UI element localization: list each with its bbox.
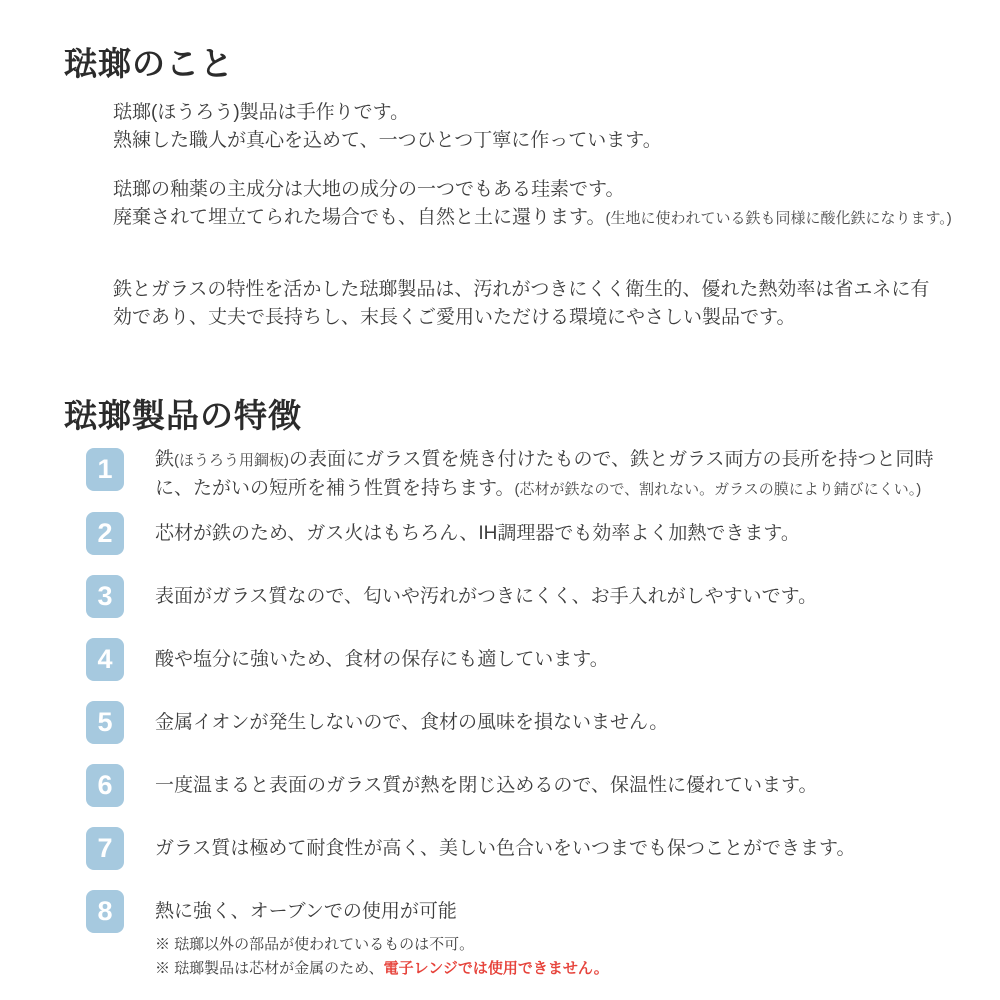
feature-number-badge: 3 <box>86 575 124 618</box>
microwave-warning-text: 電子レンジでは使用できません。 <box>383 960 609 977</box>
feature-text: ガラス質は極めて耐食性が高く、美しい色合いをいつまでも保つことができます。 <box>155 837 856 859</box>
paragraph-line <box>113 204 952 233</box>
footnotes <box>155 933 609 981</box>
paragraph-line: 熟練した職人が真心を込めて、一つひとつ丁寧に作っています。 <box>113 130 662 151</box>
footnote-text: ※ 琺瑯製品は芯材が金属のため、 <box>155 960 384 977</box>
feature-small-note: (芯材が鉄なので、割れない。ガラスの膜により錆びにくい。) <box>514 481 922 498</box>
feature-item <box>86 701 668 744</box>
paragraph-eco-friendly <box>113 276 929 332</box>
paragraph-small-note: (生地に使われている鉄も同様に酸化鉄になります。) <box>605 210 952 227</box>
feature-number-badge: 6 <box>86 764 124 807</box>
feature-number-badge: 2 <box>86 512 124 555</box>
feature-text: 芯材が鉄のため、ガス火はもちろん、IH調理器でも効率よく加熱できます。 <box>155 522 800 544</box>
feature-number-badge: 4 <box>86 638 124 681</box>
paragraph-line: 鉄とガラスの特性を活かした琺瑯製品は、汚れがつきにくく衛生的、優れた熱効率は省エネに有 <box>113 279 930 300</box>
feature-small-note: (ほうろう用鋼板) <box>174 452 290 469</box>
feature-number-badge: 8 <box>86 890 124 933</box>
section-title-features: 琺瑯製品の特徴 <box>64 397 302 435</box>
paragraph-handmade <box>113 99 662 155</box>
feature-item <box>86 764 818 807</box>
feature-item <box>86 890 457 933</box>
section-title-about-enamel: 琺瑯のこと <box>64 45 234 83</box>
footnote-line: ※ 琺瑯以外の部品が使われているものは不可。 <box>155 936 475 953</box>
paragraph-line: 効であり、丈夫で長持ちし、末長くご愛用いただける環境にやさしい製品です。 <box>113 307 796 328</box>
feature-number-badge: 7 <box>86 827 124 870</box>
feature-item <box>86 638 609 681</box>
feature-line <box>155 446 934 475</box>
feature-text: 熱に強く、オーブンでの使用が可能 <box>155 900 457 922</box>
paragraph-line: 琺瑯の釉薬の主成分は大地の成分の一つでもある珪素です。 <box>113 179 625 200</box>
paragraph-glaze <box>113 176 952 233</box>
feature-item <box>86 827 856 870</box>
paragraph-line: 琺瑯(ほうろう)製品は手作りです。 <box>113 102 410 123</box>
feature-item <box>86 448 934 504</box>
feature-item <box>86 575 817 618</box>
feature-number-badge: 1 <box>86 448 124 491</box>
feature-text-segment: に、たがいの短所を補う性質を持ちます。 <box>155 478 515 499</box>
feature-text: 表面がガラス質なので、匂いや汚れがつきにくく、お手入れがしやすいです。 <box>155 585 818 607</box>
feature-text: 一度温まると表面のガラス質が熱を閉じ込めるので、保温性に優れています。 <box>155 774 818 796</box>
feature-line <box>155 475 934 504</box>
footnote-line <box>155 957 609 981</box>
paragraph-text: 廃棄されて埋立てられた場合でも、自然と土に還ります。 <box>113 207 606 228</box>
feature-text-segment: 鉄 <box>155 449 175 470</box>
feature-item <box>86 512 800 555</box>
feature-number-badge: 5 <box>86 701 124 744</box>
feature-text-segment: の表面にガラス質を焼き付けたもので、鉄とガラス両方の長所を持つと同時 <box>289 449 934 470</box>
feature-text: 酸や塩分に強いため、食材の保存にも適しています。 <box>155 648 609 670</box>
feature-text <box>155 446 934 504</box>
feature-text: 金属イオンが発生しないので、食材の風味を損ないません。 <box>155 711 669 733</box>
